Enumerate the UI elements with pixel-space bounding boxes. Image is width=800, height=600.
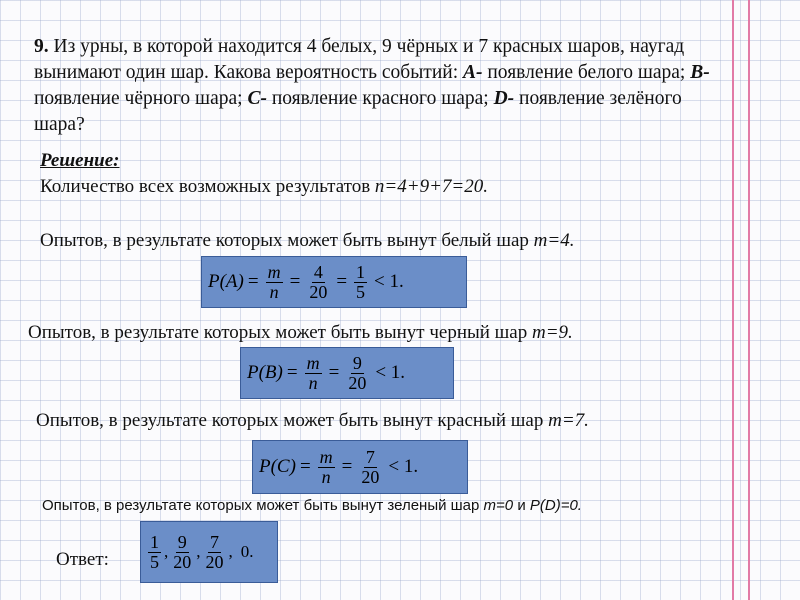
- total-outcomes-line: Количество всех возможных результатов n=4+9+7=20.: [40, 176, 488, 197]
- fraction-4-20: $\frac{4}{20}$: [309, 261, 328, 302]
- fraction-7-20: $\frac{7}{20}$: [361, 446, 380, 487]
- event-d-label: D-: [493, 88, 515, 109]
- formula-p-b: P(B) = $\frac{m}{n}$ = $\frac{9}{20}$ < 1.: [240, 347, 454, 399]
- black-ball-line: Опытов, в результате которых может быть вынут черный шар m=9.: [28, 322, 573, 343]
- answer-fraction-1-5: $\frac{1}{5}$: [150, 531, 159, 572]
- formula-p-c: P(C) = $\frac{m}{n}$ = $\frac{7}{20}$ < 1.: [252, 440, 468, 494]
- formula-p-a: P(A) = $\frac{m}{n}$ = $\frac{4}{20}$ = $\frac{1}{5}$ < 1.: [201, 256, 467, 308]
- white-ball-line: Опытов, в результате которых может быть вынут белый шар m=4.: [40, 230, 575, 251]
- solution-heading: Решение:: [40, 150, 120, 171]
- fraction-m-n: $\frac{m}{n}$: [319, 446, 333, 487]
- answer-label: Ответ:: [56, 549, 109, 570]
- answer-fraction-7-20: $\frac{7}{20}$: [205, 531, 224, 572]
- event-b-label: В-: [690, 62, 710, 83]
- red-ball-line: Опытов, в результате которых может быть вынут красный шар m=7.: [36, 410, 589, 431]
- answer-zero: 0.: [240, 542, 254, 561]
- fraction-m-n: $\frac{m}{n}$: [306, 352, 320, 393]
- fraction-9-20: $\frac{9}{20}$: [348, 352, 367, 393]
- fraction-1-5: $\frac{1}{5}$: [356, 261, 366, 302]
- fraction-m-n: $\frac{m}{n}$: [267, 261, 281, 302]
- event-c-label: С-: [247, 88, 267, 109]
- problem-statement: 9. Из урны, в которой находится 4 белых, 9 чёрных и 7 красных шаров, наугад вынимают один шар. Какова вероятность событий: А- появление белого шара; В- появление чёрного шара; С- появление красного шара; D- появление зелёного шара?: [34, 36, 710, 135]
- event-a-label: А-: [463, 62, 483, 83]
- answer-fraction-9-20: $\frac{9}{20}$: [173, 531, 192, 572]
- green-ball-line: Опытов, в результате которых может быть вынут зеленый шар m=0 и P(D)=0.: [42, 497, 582, 514]
- notebook-margin-line: [748, 0, 750, 600]
- problem-number: 9.: [34, 36, 49, 57]
- answer-box: $\frac{1}{5}$ , $\frac{9}{20}$ , $\frac{7}{20}$ , 0.: [140, 521, 278, 583]
